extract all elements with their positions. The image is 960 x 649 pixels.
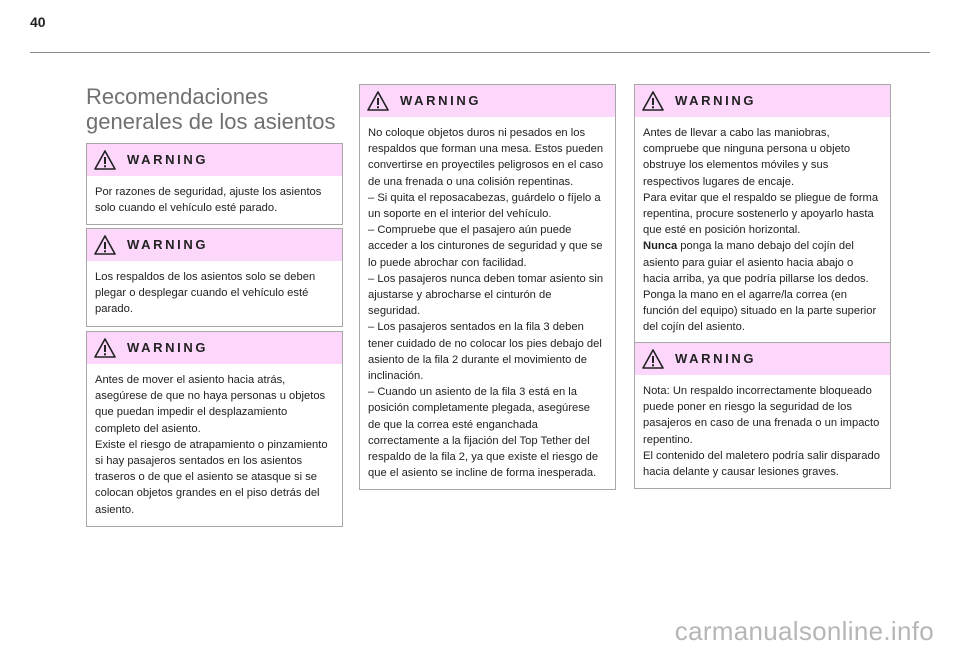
- warning-triangle-icon: [642, 91, 664, 111]
- warning-header: [635, 343, 890, 375]
- page-title-line-1: Recomendaciones: [86, 84, 269, 109]
- page-number: 40: [30, 14, 46, 30]
- warning-text: [360, 117, 615, 489]
- warning-text: [87, 176, 342, 224]
- warning-label: WARNING: [400, 93, 482, 108]
- warning-triangle-icon: [94, 235, 116, 255]
- warning-text: [87, 364, 342, 526]
- header-rule: [30, 52, 930, 53]
- warning-header: [87, 229, 342, 261]
- warning-list-item: – Los pasajeros sentados en la fila 3 deben tener cuidado de no colocar los pies debajo del asiento de la fila 2 durante el movimiento de inclinación.: [368, 321, 602, 383]
- warning-paragraph: Para evitar que el respaldo se pliegue de forma repentina, procure sostenerlo y apoyarlo hasta que esté en posición horizontal.: [643, 191, 879, 237]
- warning-paragraph: Existe el riesgo de atrapamiento o pinzamiento si hay pasajeros sentados en los asientos traseros o de que el asiento se atasque si se colocan objetos grandes en el piso detrás del asiento.: [95, 438, 328, 516]
- warning-paragraph: Los respaldos de los asientos solo se deben plegar o desplegar cuando el vehículo esté parado.: [95, 271, 316, 316]
- warning-triangle-icon: [94, 338, 116, 358]
- page-title-line-2: generales de los asientos: [86, 109, 336, 134]
- warning-paragraph: Nota: Un respaldo incorrectamente bloqueado puede poner en riesgo la seguridad de los pasajeros en caso de una frenada o un impacto repentino.: [643, 385, 880, 446]
- warning-box-5: [634, 84, 891, 345]
- watermark: carmanualsonline.info: [674, 616, 934, 646]
- warning-text: [635, 117, 890, 344]
- warning-label: WARNING: [675, 351, 757, 366]
- warning-paragraph: Antes de llevar a cabo las maniobras, compruebe que ninguna persona u objeto obstruye los elementos móviles y sus respectivos lugares de encaje.: [643, 127, 851, 188]
- warning-paragraph: No coloque objetos duros ni pesados en los respaldos que forman una mesa. Estos pueden convertirse en proyectiles peligrosos en el caso de una frenada o una colisión repentinas.: [368, 127, 604, 188]
- warning-list-item: – Compruebe que el pasajero aún puede acceder a los cinturones de seguridad y que se lo puede abrochar con facilidad.: [368, 224, 603, 269]
- warning-triangle-icon: [642, 349, 664, 369]
- warning-header: [87, 332, 342, 364]
- warning-paragraph: Antes de mover el asiento hacia atrás, asegúrese de que no haya personas u objetos que puedan impedir el desplazamiento completo del asiento.: [95, 374, 326, 435]
- warning-label: WARNING: [127, 237, 209, 252]
- warning-triangle-icon: [94, 150, 116, 170]
- warning-header: [87, 144, 342, 176]
- warning-box-4: [359, 84, 616, 490]
- warning-label: WARNING: [675, 93, 757, 108]
- warning-box-2: [86, 228, 343, 327]
- warning-box-1: [86, 143, 343, 225]
- warning-triangle-icon: [367, 91, 389, 111]
- warning-box-6: [634, 342, 891, 489]
- warning-label: WARNING: [127, 152, 209, 167]
- page-title: [86, 84, 346, 134]
- bold-emphasis: Nunca: [643, 240, 678, 253]
- warning-text: [635, 375, 890, 488]
- warning-label: WARNING: [127, 340, 209, 355]
- warning-header: [635, 85, 890, 117]
- warning-list-item: – Si quita el reposacabezas, guárdelo o fíjelo a un soporte en el interior del vehículo.: [368, 191, 601, 221]
- warning-paragraph: El contenido del maletero podría salir disparado hacia delante y causar lesiones graves.: [643, 449, 880, 479]
- warning-paragraph: Por razones de seguridad, ajuste los asientos solo cuando el vehículo esté parado.: [95, 186, 322, 215]
- warning-box-3: [86, 331, 343, 527]
- warning-text: [87, 261, 342, 326]
- warning-text-run: ponga la mano debajo del cojín del asiento para guiar el asiento hacia abajo o hacia arriba, ya que podría pillarse los dedos. Ponga la mano en el agarre/la correa (en función del equipo) situado en la parte superior del cojín del asiento.: [643, 240, 877, 334]
- warning-header: [360, 85, 615, 117]
- warning-list-item: – Cuando un asiento de la fila 3 está en la posición completamente plegada, asegúrese de que la correa esté enganchada correctamente a la fijación del Top Tether del respaldo de la fila 2, ya que existe el riesgo de que el asiento se incline de forma inesperada.: [368, 386, 599, 480]
- warning-paragraph: [643, 238, 880, 335]
- warning-list-item: – Los pasajeros nunca deben tomar asiento sin ajustarse y abrocharse el cinturón de seguridad.: [368, 272, 604, 318]
